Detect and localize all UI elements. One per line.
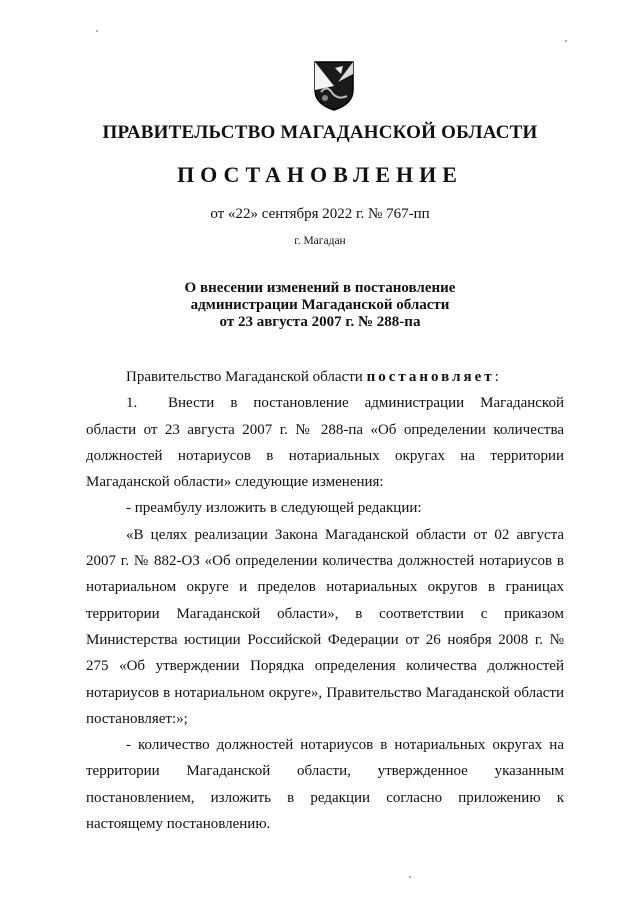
scan-speck: [409, 876, 411, 878]
paragraph-text: Внести в постановление администрации Магаданской области от 23 августа 2007 г. № 288-па «Об определении количества должностей нотариусов в нотариальных округах на территории Магаданской области» следующие изменения:: [86, 395, 564, 491]
resolution-intro: [86, 364, 564, 390]
paragraph-preamble-text: «В целях реализации Закона Магаданской области от 02 августа 2007 г. № 882-ОЗ «Об определении количества должностей нотариусов в нотариальном округе и пределов нотариальных округов в границах территории Магаданской области», в соответствии с приказом Министерства юстиции Российской Федерации от 26 ноября 2008 г. № 275 «Об утверждении Порядка определения количества должностей нотариусов в нотариальном округе», Правительство Магаданской области постановляет:»;: [86, 526, 564, 727]
document-body: [86, 364, 564, 837]
paragraph-number: 1.: [126, 395, 138, 412]
document-type-heading: ПОСТАНОВЛЕНИЕ: [177, 162, 463, 187]
paragraph-1: [86, 390, 564, 495]
intro-colon: :: [494, 369, 499, 385]
scan-speck: [565, 40, 567, 42]
document-subject: [0, 280, 640, 331]
paragraph-quantity-item: - количество должностей нотариусов в нотариальных округах на территории Магаданской области, утвержденное указанным постановлением, изложить в редакции согласно приложению к настоящему постановлению.: [86, 737, 564, 833]
resolves-word: постановляет: [366, 369, 495, 385]
paragraph-preamble-item: - преамбулу изложить в следующей редакции:: [126, 500, 422, 517]
government-heading: ПРАВИТЕЛЬСТВО МАГАДАНСКОЙ ОБЛАСТИ: [102, 122, 538, 143]
intro-text: Правительство Магаданской области: [126, 369, 367, 385]
scan-speck: [96, 30, 98, 32]
subject-line: от 23 августа 2007 г. № 288-па: [219, 314, 421, 330]
city-name: г. Магадан: [294, 235, 346, 247]
magadan-oblast-coat-of-arms-icon: [313, 60, 355, 112]
date-and-number: от «22» сентября 2022 г. № 767-пп: [210, 206, 430, 222]
subject-line: администрации Магаданской области: [190, 297, 450, 313]
subject-line: О внесении изменений в постановление: [184, 280, 456, 296]
